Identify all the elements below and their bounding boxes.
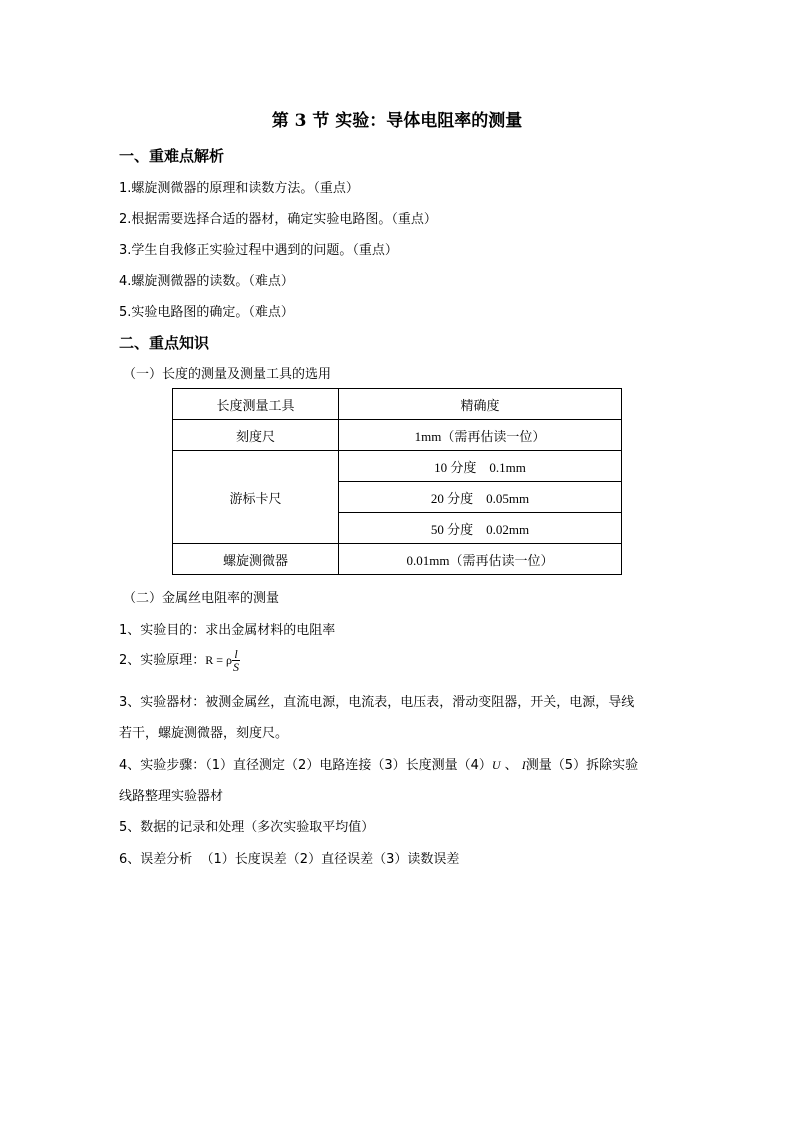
paragraph-steps-line1 [119,754,638,773]
section-heading-difficulties: 一、重难点解析 [119,147,225,165]
table-row [173,420,622,451]
table-cell-precision: 1mm（需再估读一位） [339,420,622,451]
table-cell-precision: 20 分度 0.05mm [339,482,622,513]
list-item: 4.螺旋测微器的读数。（难点） [119,274,294,289]
voltage-symbol: U [491,758,501,772]
table-cell-precision: 0.01mm（需再估读一位） [339,544,622,575]
list-item: 3.学生自我修正实验过程中遇到的问题。（重点） [119,243,398,258]
list-item: 5.实验电路图的确定。（难点） [119,305,294,320]
subsection-length-measurement: （一）长度的测量及测量工具的选用 [123,367,332,382]
table-header-cell: 精确度 [339,389,622,420]
paragraph-data-processing: 5、数据的记录和处理（多次实验取平均值） [119,820,375,835]
list-item: 2.根据需要选择合适的器材，确定实验电路图。（重点） [119,212,437,227]
paragraph-purpose: 1、实验目的：求出金属材料的电阻率 [119,623,336,638]
section-heading-key-knowledge: 二、重点知识 [119,334,210,352]
paragraph-equipment-line1: 3、实验器材：被测金属丝，直流电源，电流表，电压表，滑动变阻器，开关，电源，导线 [119,695,635,710]
formula-numerator: l [232,648,240,661]
table-cell-tool: 游标卡尺 [173,451,339,544]
measuring-tools-table [172,388,622,575]
current-symbol: I [521,758,526,772]
formula-lhs: R = ρ [205,653,233,667]
table-cell-tool: 螺旋测微器 [173,544,339,575]
table-cell-precision: 10 分度 0.1mm [339,451,622,482]
formula-fraction [232,648,240,673]
steps-text: 测量（5）拆除实验 [525,758,639,773]
steps-text: 4、实验步骤：（1）直径测定（2）电路连接（3）长度测量（4） [119,758,492,773]
paragraph-principle [119,648,240,673]
paragraph-equipment-line2: 若干，螺旋测微器，刻度尺。 [119,726,289,741]
subsection-resistivity-measurement: （二）金属丝电阻率的测量 [123,591,280,606]
principle-label: 2、实验原理： [119,653,206,668]
list-item: 1.螺旋测微器的原理和读数方法。（重点） [119,181,359,196]
paragraph-steps-line2: 线路整理实验器材 [119,789,224,804]
table-cell-tool: 刻度尺 [173,420,339,451]
table-row [173,544,622,575]
formula-denominator: S [233,660,240,674]
steps-separator: 、 [500,758,522,773]
table-header-cell: 长度测量工具 [173,389,339,420]
page-title: 第 3 节 实验：导体电阻率的测量 [271,111,523,131]
table-cell-precision: 50 分度 0.02mm [339,513,622,544]
table-row [173,451,622,482]
table-header-row [173,389,622,420]
paragraph-error-analysis: 6、误差分析 （1）长度误差（2）直径误差（3）读数误差 [119,852,460,867]
